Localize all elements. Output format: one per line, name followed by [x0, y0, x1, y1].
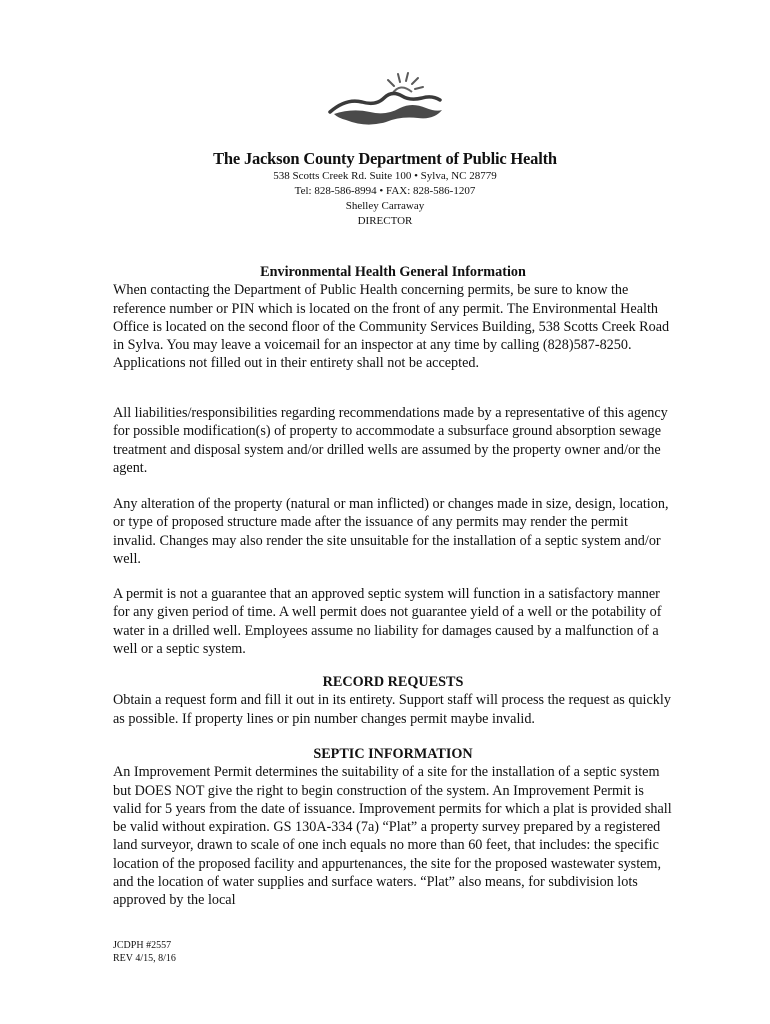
- org-name: The Jackson County Department of Public Health: [213, 149, 557, 168]
- septic-info-heading: SEPTIC INFORMATION: [313, 746, 473, 762]
- general-info-paragraph-1: When contacting the Department of Public Health concerning permits, be sure to know the reference number or PIN which is located on the front of any permit. The Environmental Health Office is located on the second floor of the Community Services Building, 538 Scotts Creek Road in Sylva. You may leave a voicemail for an inspector at any time by calling (828)587-8250. Applications not filled out in their entirety shall not be accepted.: [113, 282, 670, 372]
- record-requests-heading: RECORD REQUESTS: [322, 674, 464, 690]
- septic-info-section: [113, 745, 673, 910]
- contact-block: [0, 169, 770, 229]
- record-requests-section: [113, 673, 673, 728]
- general-info-section: [113, 263, 673, 373]
- address-line: 538 Scotts Creek Rd. Suite 100 • Sylva, NC 28779: [273, 170, 497, 182]
- mountain-sun-logo-icon: [326, 68, 446, 130]
- director-name: Shelley Carraway: [345, 200, 425, 212]
- septic-info-paragraph: An Improvement Permit determines the suitability of a site for the installation of a septic system but DOES NOT give the right to begin construction of the system. An Improvement Permit is valid for 5 years from the date of issuance. Improvement permits for which a plat is provided shall be valid without expiration. GS 130A-334 (7a) “Plat” a property survey prepared by a registered land surveyor, drawn to scale of one inch equals no more than 60 feet, that includes: the specific location of the proposed facility and appurtenances, the site for the proposed wastewater system, and the location of water supplies and surface waters. “Plat” also means, for subdivision lots approved by the local: [113, 764, 672, 909]
- director-title: DIRECTOR: [357, 215, 413, 227]
- phone-fax-line: Tel: 828-586-8994 • FAX: 828-586-1207: [294, 185, 476, 197]
- record-requests-paragraph: Obtain a request form and fill it out in its entirety. Support staff will process the request as quickly as possible. If property lines or pin number changes permit maybe invalid.: [113, 692, 671, 727]
- general-info-paragraph-2: All liabilities/responsibilities regarding recommendations made by a representative of this agency for possible modification(s) of property to accommodate a subsurface ground absorption sewage treatment and disposal system and/or drilled wells are assumed by the property owner and/or the agent.: [113, 405, 668, 476]
- general-info-paragraph-4: A permit is not a guarantee that an approved septic system will function in a satisfactory manner for any given period of time. A well permit does not guarantee yield of a well or the potability of water in a drilled well. Employees assume no liability for damages caused by a malfunction of a well or a septic system.: [113, 586, 662, 657]
- form-footer: [113, 939, 176, 965]
- general-info-paragraph-3: Any alteration of the property (natural or man inflicted) or changes made in size, design, location, or type of proposed structure made after the issuance of any permits may render the permit invalid. Changes may also render the site unsuitable for the installation of a septic system and/or well.: [113, 496, 669, 567]
- general-info-heading: Environmental Health General Information: [260, 264, 526, 280]
- revision-date: REV 4/15, 8/16: [113, 953, 176, 964]
- form-number: JCDPH #2557: [113, 940, 172, 951]
